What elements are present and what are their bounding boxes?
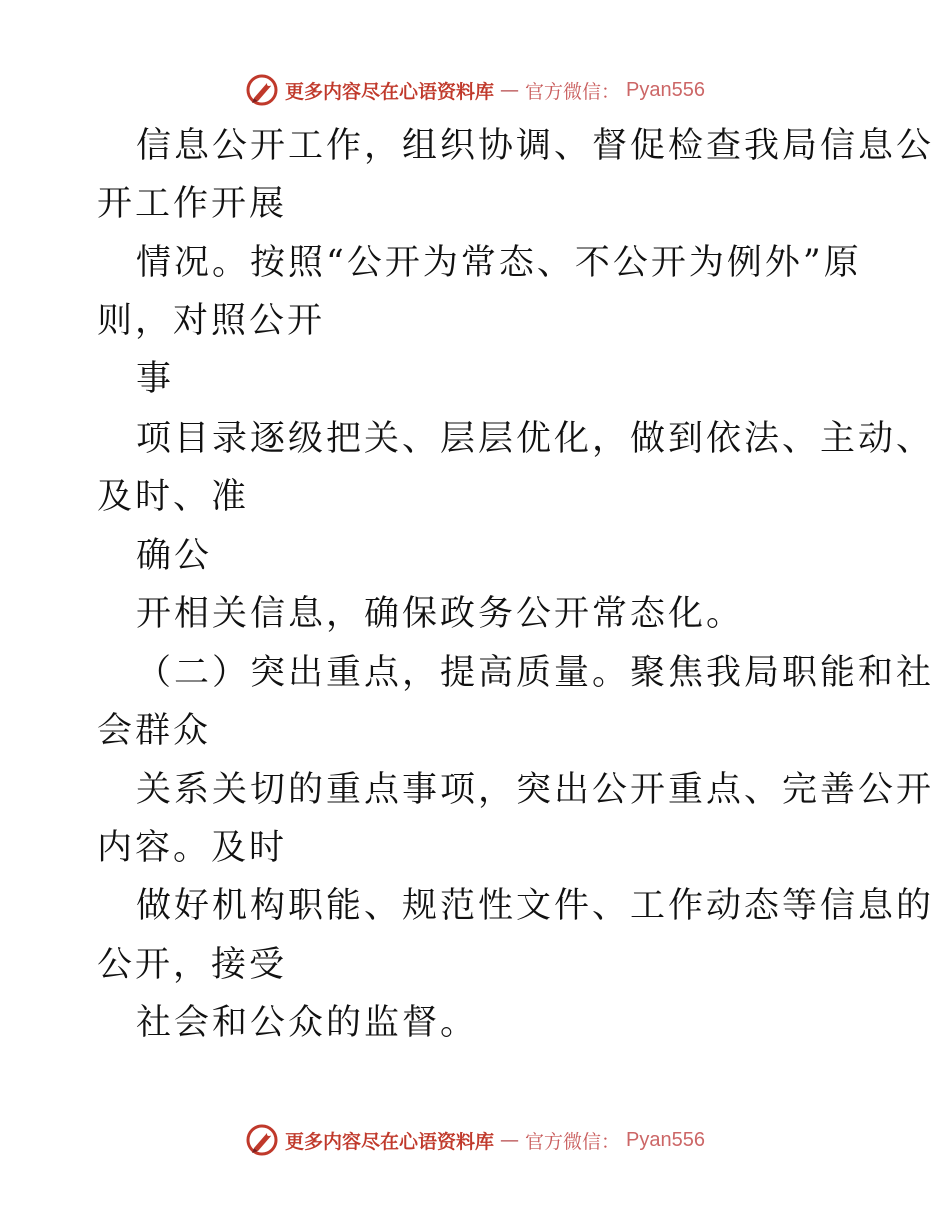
body-line: 做好机构职能、规范性文件、工作动态等信息的 [136, 886, 935, 926]
banner-wechat-id: Pyan556 [626, 78, 705, 101]
body-line: 开相关信息，确保政务公开常态化。 [136, 594, 745, 634]
body-line: 及时、准 [97, 477, 250, 517]
body-line: 事 [136, 359, 175, 399]
footer-banner [0, 1122, 950, 1158]
body-line: 社会和公众的监督。 [136, 1003, 479, 1043]
body-line: 信息公开工作，组织协调、督促检查我局信息公 [136, 126, 935, 166]
banner-main-text: 更多内容尽在心语资料库 [285, 80, 495, 103]
banner-wechat-label: 官方微信： [525, 80, 621, 103]
body-line: 公开，接受 [97, 945, 288, 985]
body-line: 项目录逐级把关、层层优化，做到依法、主动、 [136, 419, 935, 459]
banner-dash: — [500, 1129, 520, 1151]
body-line: 确公 [136, 536, 213, 576]
pen-logo-icon [245, 73, 279, 107]
body-line: 关系关切的重点事项，突出公开重点、完善公开 [136, 770, 935, 810]
body-line: 开工作开展 [97, 184, 288, 224]
body-line: 情况。按照“公开为常态、不公开为例外”原 [136, 243, 862, 283]
header-banner [0, 72, 950, 108]
banner-main-text: 更多内容尽在心语资料库 [285, 1130, 495, 1153]
banner-dash: — [500, 79, 520, 101]
body-line: 则，对照公开 [97, 301, 326, 341]
body-line: （二）突出重点，提高质量。聚焦我局职能和社 [136, 653, 935, 693]
banner-wechat-id: Pyan556 [626, 1128, 705, 1151]
body-line: 会群众 [97, 711, 212, 751]
pen-logo-icon [245, 1123, 279, 1157]
body-line: 内容。及时 [97, 828, 288, 868]
banner-wechat-label: 官方微信： [525, 1130, 621, 1153]
